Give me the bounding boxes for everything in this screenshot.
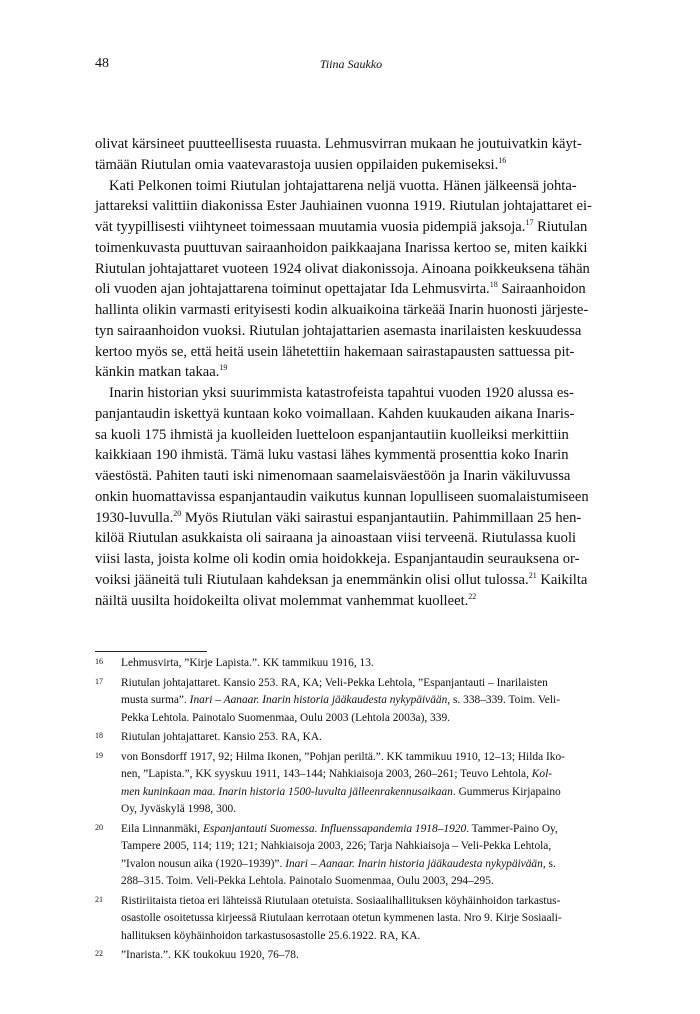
paragraph <box>95 383 607 611</box>
text-line <box>95 528 607 549</box>
text-run: Myös Riutulan väki sairastui espanjantautiin. Pahimmillaan 25 hen- <box>181 509 582 526</box>
text-run: Oy, Jyväskylä 1998, 300. <box>121 803 237 815</box>
footnote <box>95 655 607 673</box>
footnote-number: 16 <box>95 657 103 666</box>
footnote-line <box>121 710 607 728</box>
footnote-text <box>121 821 607 891</box>
text-line <box>95 362 607 383</box>
footnote-ref: 17 <box>525 218 534 227</box>
footnote-text <box>121 729 607 747</box>
text-run: . Tammer-Paino Oy, <box>466 822 558 835</box>
body-text <box>95 134 607 611</box>
text-run: näiltä uusilta hoidokeilta olivat molemmat vanhemmat kuolleet. <box>95 592 469 609</box>
text-line <box>95 196 607 217</box>
footnote-text <box>121 893 607 946</box>
footnote-line <box>121 838 607 856</box>
footnote-line <box>121 675 607 693</box>
text-run: nen, ”Lapista.”, KK syyskuu 1911, 143–144; Nahkiaisoja 2003, 260–261; Teuvo Lehtola, <box>121 768 532 780</box>
paragraph <box>95 176 607 384</box>
footnote <box>95 893 607 946</box>
footnote <box>95 675 607 728</box>
footnote-ref: 20 <box>173 508 182 518</box>
text-line <box>95 134 607 155</box>
footnote <box>95 729 607 747</box>
italic-text: Kol- <box>531 768 553 780</box>
text-run: voiksi jääneitä tuli Riutulaan kahdeksan ja enemmänkin olisi ollut tulossa. <box>95 571 529 588</box>
text-line <box>95 238 607 259</box>
text-run: jattareksi valittiin diakonissa Ester Jauhiainen vuonna 1919. Riutulan johtajattaret ei- <box>95 198 592 215</box>
text-line <box>95 466 607 487</box>
text-run: ”Inarista.”. KK toukokuu 1920, 76–78. <box>121 949 299 961</box>
text-run: ”Ivalon nousun aika (1920–1939)”. <box>121 857 286 870</box>
text-line <box>95 425 607 446</box>
italic-text: Inari – Aanaar. Inarin historia jääkaudesta nykypäivään <box>189 694 448 706</box>
footnote-line <box>121 821 607 839</box>
footnote-text <box>121 749 607 819</box>
footnote-ref: 19 <box>219 363 228 373</box>
footnote-number: 21 <box>95 894 103 904</box>
footnote-number: 22 <box>95 949 103 958</box>
text-run: Pekka Lehtola. Painotalo Suomenmaa, Oulu 2003 (Lehtola 2003a), 339. <box>121 711 450 724</box>
text-run: oli vuoden ajan johtajattarena toiminut opettajatar Ida Lehmusvirta. <box>95 281 490 298</box>
footnote-text <box>121 655 607 673</box>
text-line <box>95 570 607 591</box>
text-run: tyn sairaanhoidon vuoksi. Riutulan johtajattarien asemasta inarilaisten keskuudessa <box>95 322 582 339</box>
text-run: Kati Pelkonen toimi Riutulan johtajattarena neljä vuotta. Hänen jälkeensä johta- <box>109 177 577 194</box>
text-line <box>95 404 607 425</box>
text-run: Riutulan johtajattaret. Kansio 253. RA, KA. <box>121 731 322 743</box>
footnote-line <box>121 947 607 965</box>
text-run: Riutulan <box>533 219 588 235</box>
text-run: viisi lasta, joista kolme oli kodin omia hoidokkeja. Espanjantaudin seurauksena or- <box>95 551 580 567</box>
text-line <box>95 176 607 197</box>
page-number: 48 <box>95 56 109 71</box>
footnote-ref: 22 <box>468 591 477 601</box>
text-line <box>95 487 607 508</box>
text-run: Riutulan johtajattaret vuoteen 1924 olivat diakonissoja. Ainoana poikkeuksena tähän <box>95 260 590 277</box>
text-run: osastolle osoitetussa kirjeessä Riutulaan kerrotaan otetun kymmenen lasta. Nro 9. Kirje Sosiaali- <box>121 912 562 924</box>
footnote-line <box>121 856 607 874</box>
text-run: sa kuoli 175 ihmistä ja kuolleiden luetteloon espanjantautiin kuolleiksi merkittiin <box>95 426 569 443</box>
text-line <box>95 300 607 321</box>
text-line <box>95 217 607 238</box>
text-run: väestöstä. Pahiten tauti iski nimenomaan saamelaisväestöön ja Inarin väkiluvussa <box>95 468 571 484</box>
text-line <box>95 321 607 342</box>
footnote-line <box>121 784 607 802</box>
text-run: kilöä Riutulan asukkaista oli sairaana ja ainoastaan viisi terveenä. Riutulassa kuoli <box>95 530 577 547</box>
text-run: olivat kärsineet puutteellisesta ruuasta. Lehmusvirran mukaan he joutuivatkin käyt- <box>95 136 582 152</box>
text-run: von Bonsdorff 1917, 92; Hilma Ikonen, ”Pohjan periltä.”. KK tammikuu 1910, 12–13; Hilda Iko- <box>121 750 565 763</box>
paragraph <box>95 134 607 176</box>
footnote-number: 19 <box>95 750 103 760</box>
footnotes <box>95 655 607 967</box>
text-run: toimenkuvasta puuttuvan sairaanhoidon paikkaajana Inarissa kertoo se, miten kaikki <box>95 239 588 256</box>
footnote-text <box>121 675 607 728</box>
page-header <box>95 56 607 76</box>
text-run: kaikkiaan 190 ihmistä. Tämä luku vastasi lähes kymmentä prosenttia koko Inarin <box>95 447 569 464</box>
footnote-text <box>121 947 607 965</box>
text-run: Eila Linnanmäki, <box>121 822 203 835</box>
footnote-line <box>121 928 607 946</box>
footnote <box>95 749 607 819</box>
footnote-line <box>121 766 607 784</box>
footnote-line <box>121 692 607 710</box>
italic-text: men kuninkaan maa. Inarin historia 1500-luvulta jälleenrakennusaikaan <box>121 785 453 798</box>
text-run: Riutulan johtajattaret. Kansio 253. RA, KA; Veli-Pekka Lehtola, ”Espanjantauti – Inarilaisten <box>121 676 548 689</box>
text-run: Sairaanhoidon <box>497 281 586 298</box>
text-run: kertoo myös se, että heitä usein lähetettiin hakemaan sairastapausten sattuessa pit- <box>95 343 575 360</box>
text-line <box>95 279 607 300</box>
footnote-line <box>121 910 607 928</box>
footnote-ref: 21 <box>528 570 537 580</box>
footnote-divider <box>95 651 207 652</box>
running-head: Tiina Saukko <box>319 57 383 71</box>
text-run: . Gummerus Kirjapaino <box>452 785 561 798</box>
text-run: Inarin historian yksi suurimmista katastrofeista tapahtui vuoden 1920 alussa es- <box>109 385 574 401</box>
text-run: Ristiriitaista tietoa eri lähteissä Riutulaan otetuista. Sosiaalihallituksen köyhäinhoidon tarkastus- <box>121 894 561 907</box>
footnote-line <box>121 729 607 747</box>
footnote <box>95 947 607 965</box>
text-run: Tampere 2005, 114; 119; 121; Nahkiaisoja 2003, 226; Tarja Nahkiaisoja – Veli-Pekka Lehtola, <box>121 840 552 852</box>
text-line <box>95 155 607 176</box>
text-line <box>95 549 607 570</box>
text-run: panjantaudin iskettyä kuntaan koko voimallaan. Kahden kuukauden aikana Inaris- <box>95 405 575 422</box>
footnote-ref: 18 <box>489 280 498 290</box>
text-line <box>95 383 607 404</box>
footnote-number: 18 <box>95 731 103 740</box>
text-line <box>95 342 607 363</box>
footnote-line <box>121 873 607 891</box>
text-run: 1930-luvulla. <box>95 509 174 526</box>
text-line <box>95 508 607 529</box>
text-line <box>95 259 607 280</box>
text-run: 288–315. Toim. Veli-Pekka Lehtola. Painotalo Suomenmaa, Oulu 2003, 294–295. <box>121 875 494 887</box>
text-run: känkin matkan takaa. <box>95 364 220 381</box>
text-run: , s. 338–339. Toim. Veli- <box>447 694 560 706</box>
text-run: onkin huomattavissa espanjantaudin vaikutus kunnan lopulliseen suomalaistumiseen <box>95 488 589 505</box>
text-run: Lehmusvirta, ”Kirje Lapista.”. KK tammikuu 1916, 13. <box>121 657 374 669</box>
footnote-line <box>121 801 607 819</box>
text-run: tämään Riutulan omia vaatevarastoja uusien oppilaiden pukemiseksi. <box>95 156 499 173</box>
italic-text: Inari – Aanaar. Inarin historia jääkaudesta nykypäivään <box>285 857 543 870</box>
footnote-number: 20 <box>95 822 103 832</box>
text-run: musta surma”. <box>121 694 190 706</box>
footnote-line <box>121 749 607 767</box>
text-line <box>95 591 607 612</box>
footnote-number: 17 <box>95 676 103 686</box>
text-run: hallinta olikin varmasti erityisesti kodin alkuaikoina tärkeää Inarin huonosti järjeste- <box>95 302 589 318</box>
text-run: Kaikilta <box>536 571 588 588</box>
footnote <box>95 821 607 891</box>
text-run: , s. <box>542 857 556 870</box>
text-run: vät tyypillisesti viihtyneet toimessaan muutamia vuosia pidempiä jaksoja. <box>95 219 526 235</box>
footnote-line <box>121 655 607 673</box>
footnote-line <box>121 893 607 911</box>
italic-text: Espanjantauti Suomessa. Influenssapandemia 1918–1920 <box>202 822 467 835</box>
text-line <box>95 445 607 466</box>
footnote-ref: 16 <box>498 155 507 165</box>
text-run: hallituksen köyhäinhoidon tarkastusosastolle 25.6.1922. RA, KA. <box>121 929 421 942</box>
